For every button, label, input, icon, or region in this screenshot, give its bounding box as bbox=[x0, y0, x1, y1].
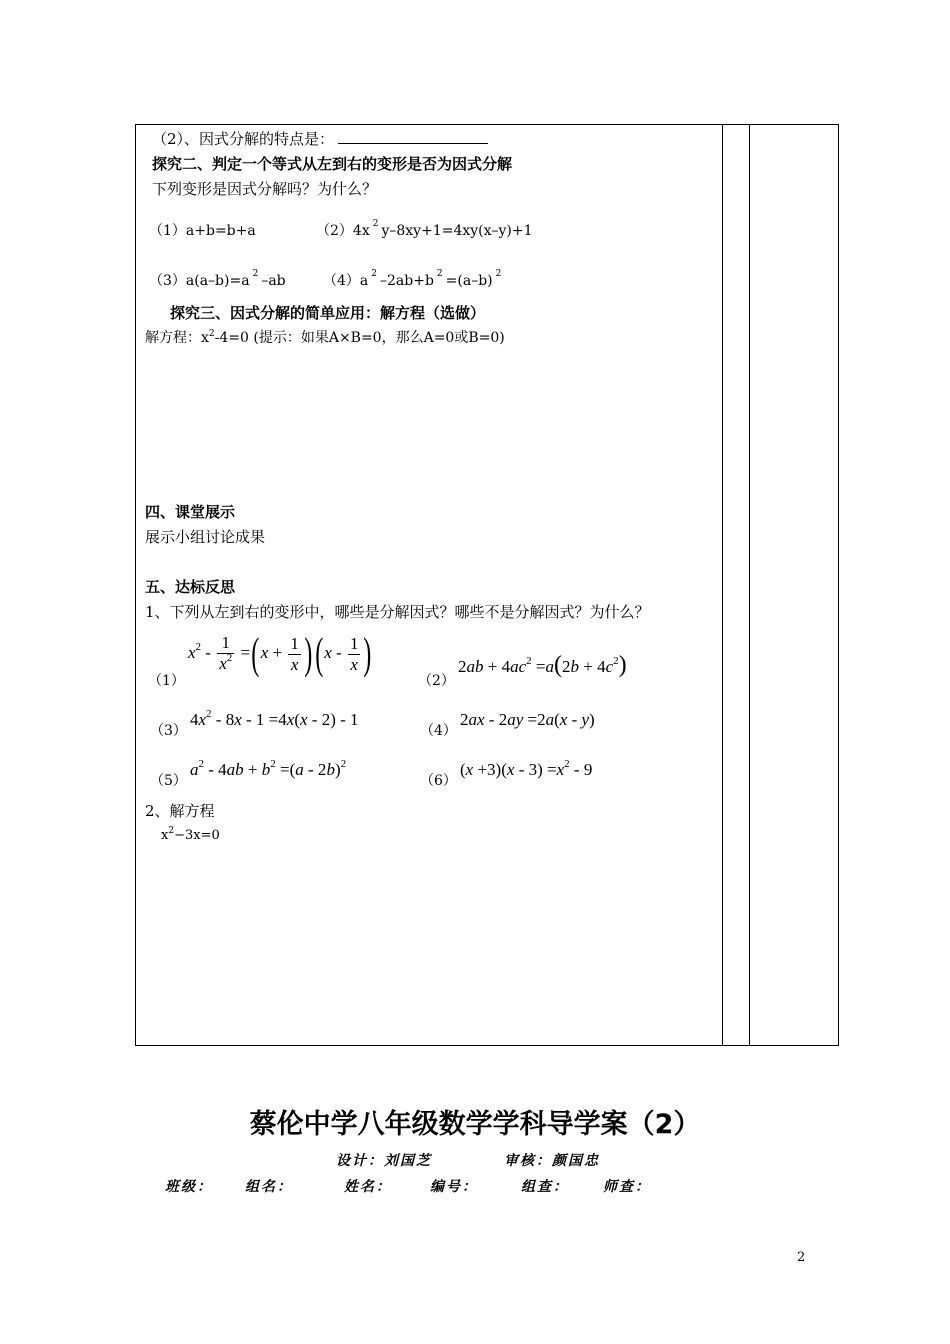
formula-5: $a^2 - 4ab + b^2 =(a - 2b)^2$ bbox=[190, 758, 347, 779]
section-5-heading: 五、达标反思 bbox=[145, 578, 236, 596]
field-student-name: 姓名： bbox=[344, 1179, 392, 1195]
formula-6: $(x +3)(x - 3) =x^2 - 9$ bbox=[460, 758, 593, 779]
lesson-table bbox=[135, 124, 839, 1046]
characteristic-question: （2）、因式分解的特点是： bbox=[152, 128, 488, 149]
explore-3-equation: 解方程：$x^2-4=0$ (提示：如果A×B=0，那么A=0或B=0) bbox=[145, 329, 505, 346]
formula-2: $2ab + 4ac^2 =a(2b + 4c^2)$ bbox=[458, 652, 627, 678]
page-title: 蔡伦中学八年级数学学科导学案（2） bbox=[249, 1109, 701, 1140]
table-column-divider bbox=[722, 124, 723, 1046]
section-5-equation: $x^2-3x=0$ bbox=[161, 826, 220, 843]
section-5-question-2: 2、解方程 bbox=[145, 802, 215, 820]
formula-label-6: （6） bbox=[420, 773, 457, 789]
formula-label-5: （5） bbox=[150, 773, 187, 789]
explore-2-example-1: （1）a+b=b+a bbox=[149, 223, 256, 239]
answer-blank[interactable] bbox=[338, 129, 488, 144]
formula-3: $4x^2 - 8x - 1 =4x(x - 2) - 1$ bbox=[190, 708, 359, 729]
field-group-check: 组查： bbox=[521, 1179, 569, 1195]
table-column-divider bbox=[749, 124, 750, 1046]
field-teacher-check: 师查： bbox=[603, 1179, 651, 1195]
explore-2-question: 下列变形是因式分解吗？为什么？ bbox=[152, 180, 378, 198]
formula-label-2: （2） bbox=[418, 673, 455, 689]
designer-credit: 设计：刘国芝 bbox=[336, 1153, 432, 1169]
formula-label-1: （1） bbox=[148, 673, 185, 689]
section-5-question-1: 1、下列从左到右的变形中，哪些是分解因式？哪些不是分解因式？为什么？ bbox=[145, 603, 650, 621]
explore-2-example-4: （4）a $^2$ –2ab+b $^2$ =(a–b) $^2$ bbox=[323, 269, 502, 289]
field-number: 编号： bbox=[430, 1179, 478, 1195]
section-4-text: 展示小组讨论成果 bbox=[145, 528, 266, 546]
page-number: 2 bbox=[797, 1250, 806, 1265]
explore-2-example-2: （2）4x $^2$ y–8xy+1=4xy(x–y)+1 bbox=[316, 219, 533, 239]
explore-2-heading: 探究二、判定一个等式从左到右的变形是否为因式分解 bbox=[152, 155, 513, 173]
formula-4: 2ax - 2ay =2a(x - y) bbox=[460, 710, 595, 729]
explore-3-heading: 探究三、因式分解的简单应用：解方程（选做） bbox=[170, 304, 486, 322]
formula-1: $x^2$ - $\frac{1}{x^2}$ =(x + $\frac{1}{x}$ )(x - $\frac{1}{x}$ ) bbox=[188, 629, 372, 678]
formula-label-3: （3） bbox=[150, 723, 187, 739]
field-class: 班级： bbox=[165, 1179, 213, 1195]
field-group-name: 组名： bbox=[245, 1179, 293, 1195]
formula-label-4: （4） bbox=[420, 723, 457, 739]
section-4-heading: 四、课堂展示 bbox=[145, 503, 236, 521]
explore-2-example-3: （3）a(a–b)=a $^2$ –ab bbox=[149, 269, 286, 289]
reviewer-credit: 审核：颜国忠 bbox=[504, 1153, 600, 1169]
